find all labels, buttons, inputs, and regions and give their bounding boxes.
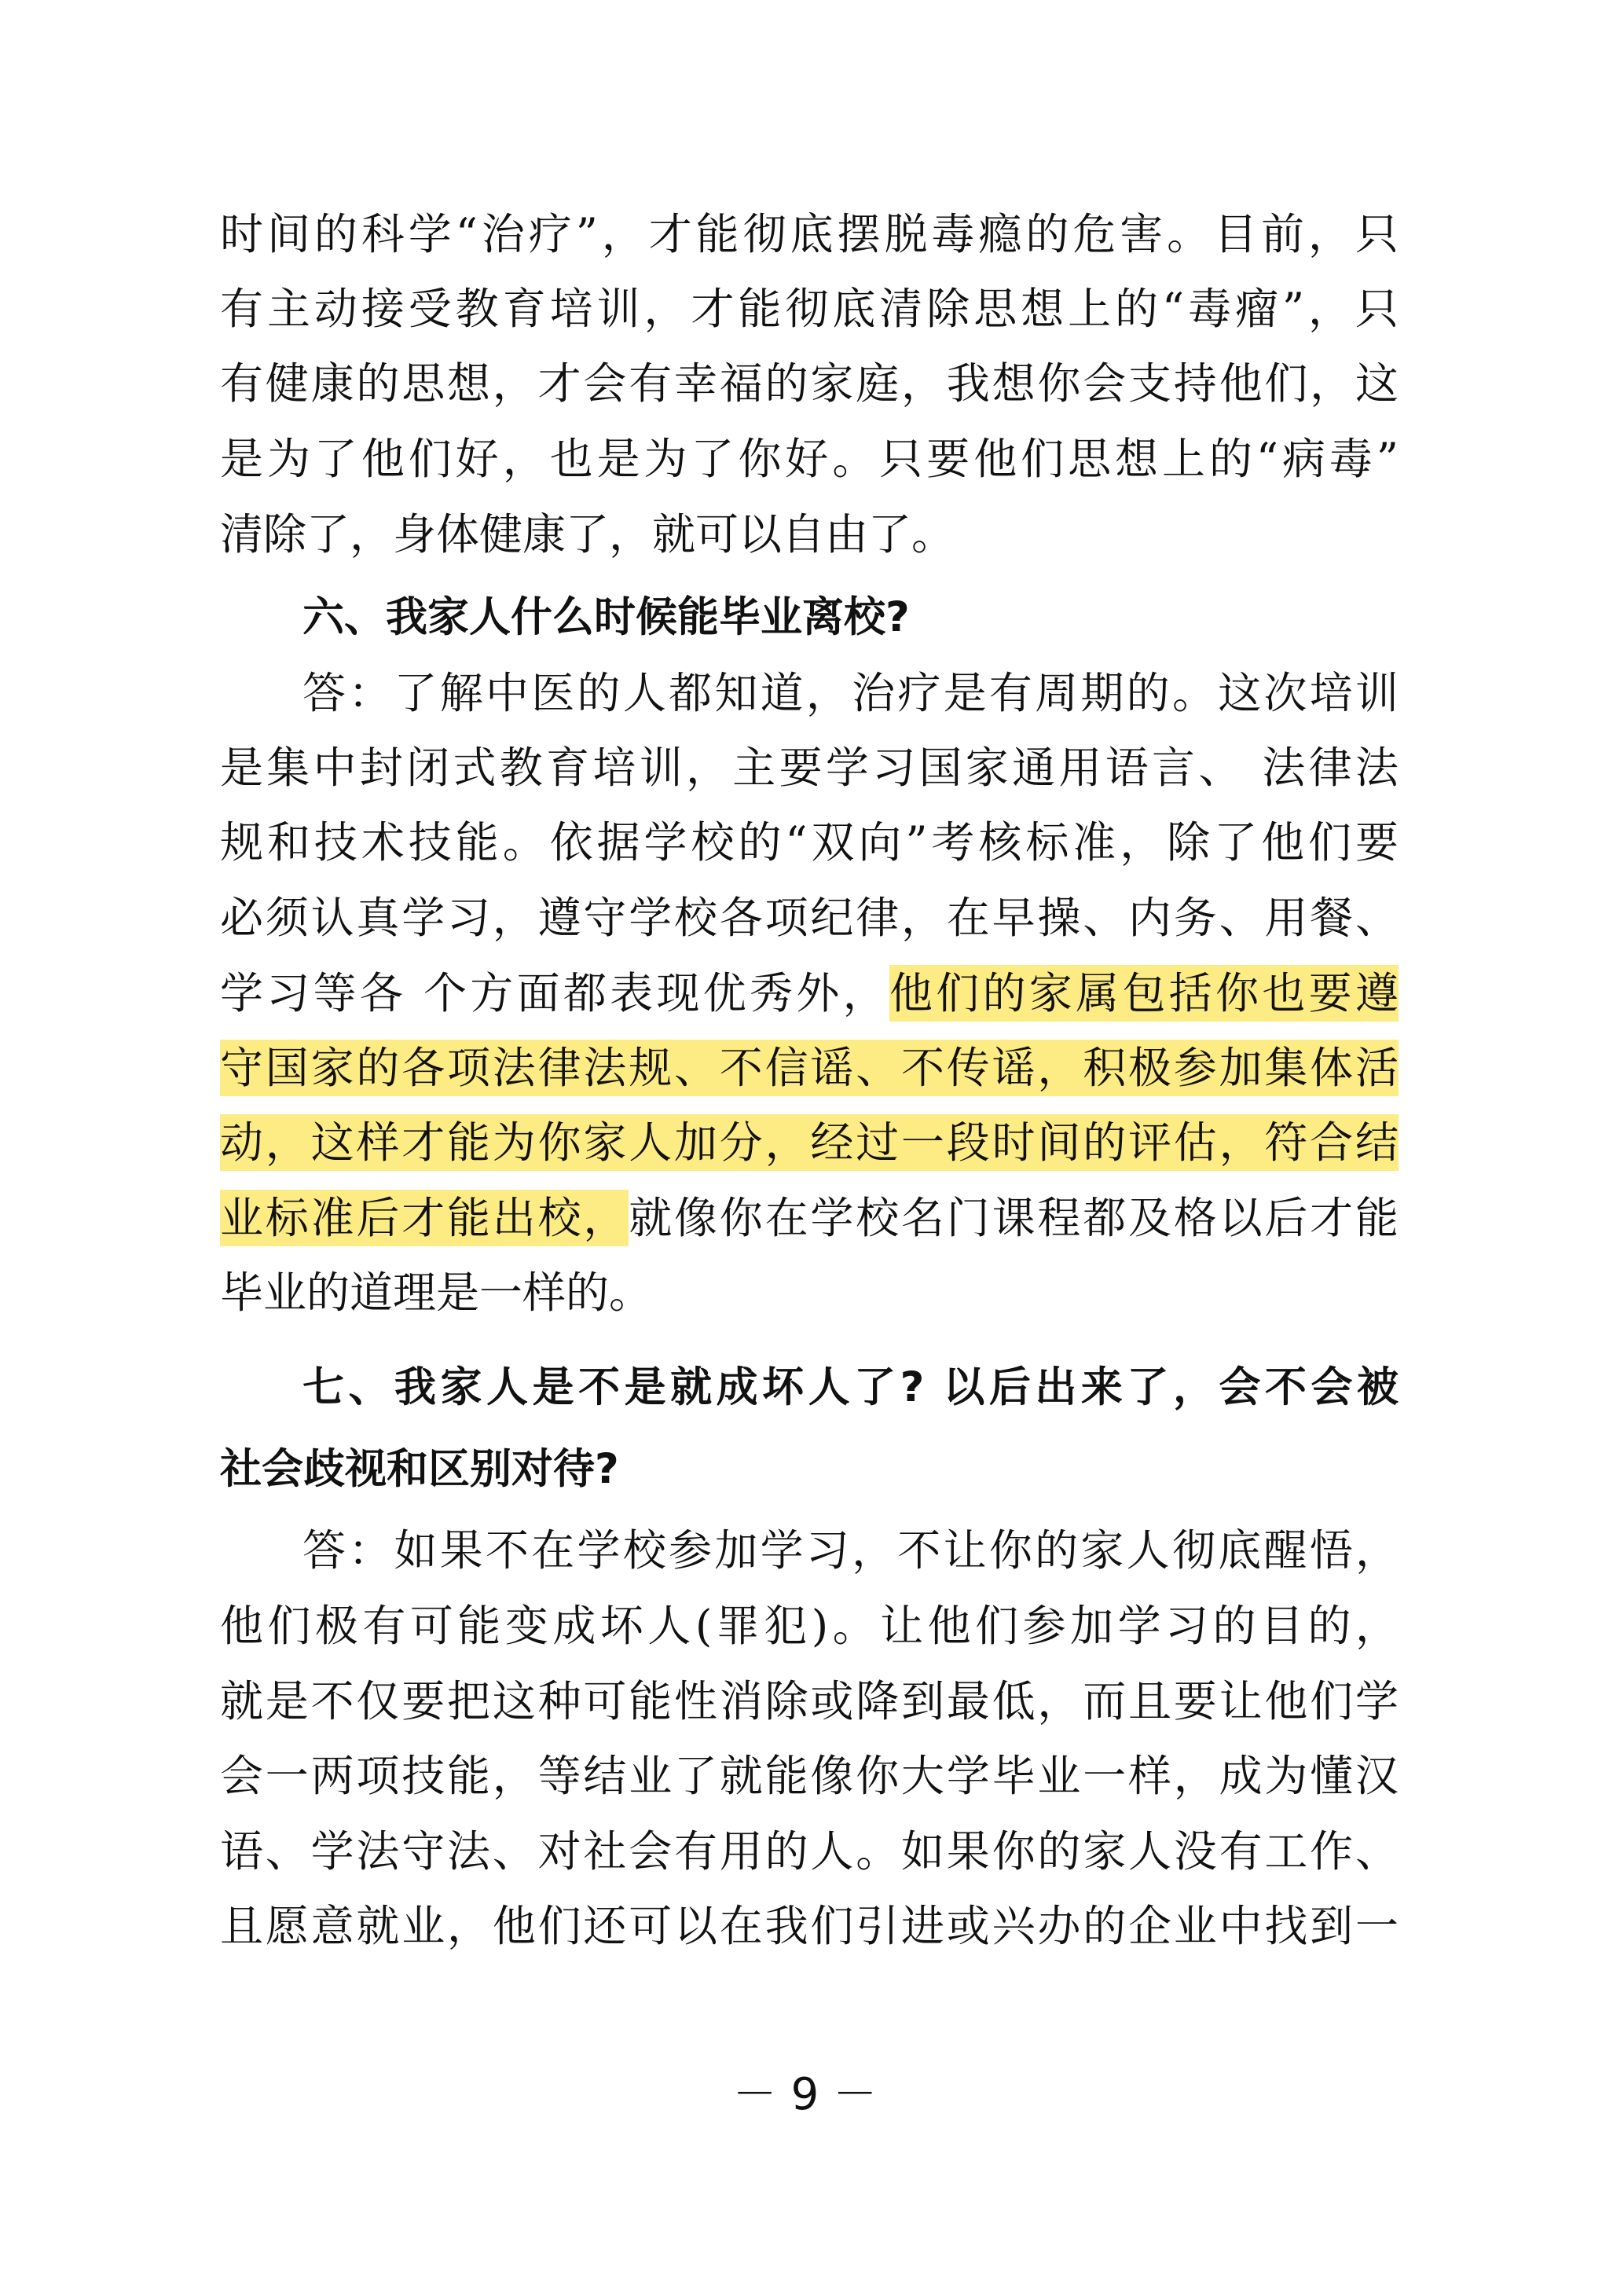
body-line-15 xyxy=(220,1255,1399,1330)
body-line-10 xyxy=(220,880,1399,956)
text-segment: 规和技术技能。依据学校的“双向”考核标准，除了他们要 xyxy=(220,817,1399,868)
highlighted-text: 守国家的各项法律法规、不信谣、不传谣，积极参加集体活 xyxy=(220,1040,1399,1096)
body-line-18 xyxy=(302,1513,1399,1588)
text-segment: 会一两项技能，等结业了就能像你大学毕业一样，成为懂汉 xyxy=(220,1751,1399,1801)
body-line-14 xyxy=(220,1180,1399,1256)
highlighted-text: 他们的家属包括你也要遵 xyxy=(889,965,1399,1022)
text-segment: 就是不仅要把这种可能性消除或降到最低，而且要让他们学 xyxy=(220,1676,1399,1726)
heading-text: 社会歧视和区别对待? xyxy=(220,1445,619,1493)
section-heading-7-cont xyxy=(220,1432,1399,1507)
highlighted-text: 业标准后才能出校， xyxy=(220,1190,629,1246)
text-segment: 清除了，身体健康了，就可以自由了。 xyxy=(220,509,955,559)
page-number: －9－ xyxy=(732,2069,892,2120)
text-segment: 学习等各 个方面都表现优秀外， xyxy=(220,968,889,1018)
text-segment: 毕业的道理是一样的。 xyxy=(220,1268,653,1318)
body-line-4 xyxy=(220,421,1399,497)
text-segment: 就像你在学校名门课程都及格以后才能 xyxy=(629,1193,1399,1243)
body-line-11 xyxy=(220,956,1399,1031)
body-line-13 xyxy=(220,1105,1399,1180)
body-line-20 xyxy=(220,1664,1399,1739)
text-segment: 答：如果不在学校参加学习，不让你的家人彻底醒悟， xyxy=(302,1525,1399,1576)
text-segment: 答：了解中医的人都知道，治疗是有周期的。这次培训 xyxy=(302,668,1399,718)
section-heading-6 xyxy=(302,580,1399,655)
body-line-8 xyxy=(220,730,1399,805)
text-segment: 是为了他们好，也是为了你好。只要他们思想上的“病毒” xyxy=(220,434,1399,484)
body-line-21 xyxy=(220,1738,1399,1814)
body-line-5 xyxy=(220,497,1399,572)
text-segment: 有健康的思想，才会有幸福的家庭，我想你会支持他们，这 xyxy=(220,358,1399,409)
text-segment: 语、学法守法、对社会有用的人。如果你的家人没有工作、 xyxy=(220,1826,1399,1877)
body-line-23 xyxy=(220,1888,1399,1964)
text-segment: 是集中封闭式教育培训，主要学习国家通用语言、 法律法 xyxy=(220,743,1399,793)
text-segment: 时间的科学“治疗”，才能彻底摆脱毒瘾的危害。目前，只 xyxy=(220,209,1399,259)
body-line-3 xyxy=(220,346,1399,421)
text-segment: 必须认真学习，遵守学校各项纪律，在早操、内务、用餐、 xyxy=(220,893,1399,943)
heading-text: 六、我家人什么时候能毕业离校? xyxy=(302,593,910,641)
body-line-7 xyxy=(302,655,1399,731)
heading-text: 七、我家人是不是就成坏人了? 以后出来了，会不会被 xyxy=(302,1363,1399,1411)
text-segment: 且愿意就业，他们还可以在我们引进或兴办的企业中找到一 xyxy=(220,1901,1399,1951)
body-line-1 xyxy=(220,196,1399,272)
body-line-12 xyxy=(220,1030,1399,1106)
body-line-22 xyxy=(220,1814,1399,1889)
body-line-2 xyxy=(220,271,1399,347)
section-heading-7 xyxy=(302,1350,1399,1425)
body-line-9 xyxy=(220,805,1399,880)
highlighted-text: 动，这样才能为你家人加分，经过一段时间的评估，符合结 xyxy=(220,1114,1399,1171)
text-segment: 他们极有可能变成坏人(罪犯)。让他们参加学习的目的， xyxy=(220,1601,1399,1651)
text-segment: 有主动接受教育培训，才能彻底清除思想上的“毒瘤”，只 xyxy=(220,284,1399,334)
body-line-19 xyxy=(220,1588,1399,1664)
